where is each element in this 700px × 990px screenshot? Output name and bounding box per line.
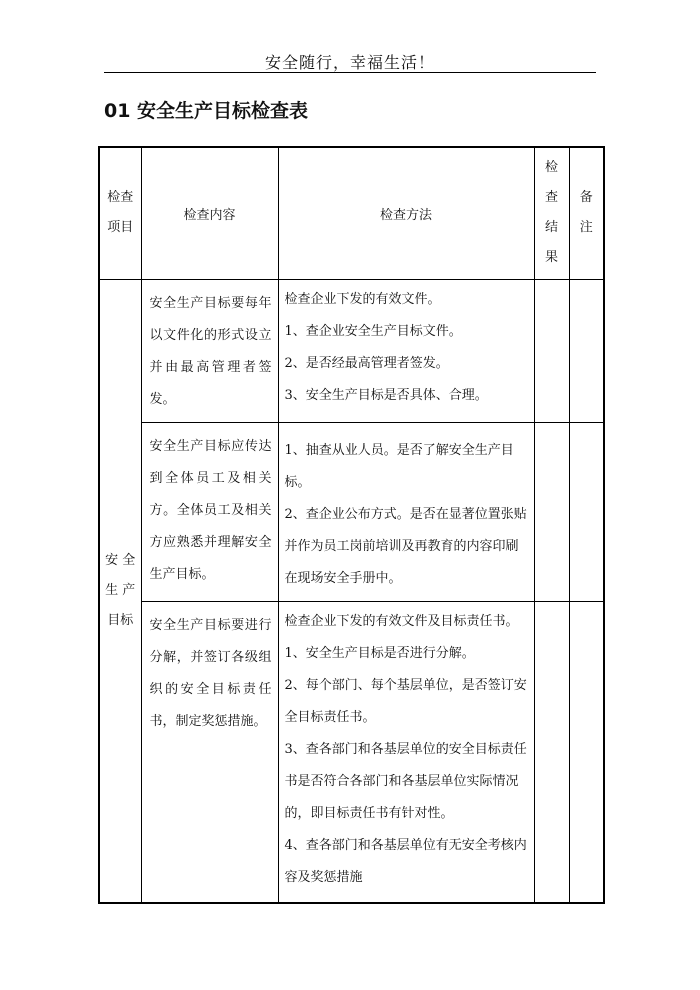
content-cell: 安全生产目标要每年以文件化的形式设立并由最高管理者签发。 xyxy=(141,279,278,422)
content-cell: 安全生产目标要进行分解，并签订各级组织的安全目标责任书，制定奖惩措施。 xyxy=(141,601,278,903)
category-line: 生 产 xyxy=(105,582,136,598)
table-row xyxy=(99,279,604,422)
header-item xyxy=(99,147,141,279)
method-line: 2、是否经最高管理者签发。 xyxy=(284,355,449,371)
method-cell xyxy=(278,601,534,903)
header-result xyxy=(534,147,569,279)
method-cell xyxy=(278,422,534,601)
header-result-line: 查 xyxy=(544,190,558,206)
method-line: 3、安全生产目标是否具体、合理。 xyxy=(284,387,488,403)
method-line: 检查企业下发的有效文件及目标责任书。 xyxy=(284,613,519,629)
method-line: 1、抽查从业人员。是否了解安全生产目标。 xyxy=(284,442,514,490)
table-row xyxy=(99,601,604,903)
note-cell[interactable] xyxy=(569,601,604,903)
method-line: 1、安全生产目标是否进行分解。 xyxy=(284,645,475,661)
table-header-row xyxy=(99,147,604,279)
inspection-table xyxy=(98,146,605,904)
result-cell[interactable] xyxy=(534,279,569,422)
category-line: 安 全 xyxy=(105,552,136,568)
table-row xyxy=(99,422,604,601)
header-result-line: 检 xyxy=(544,160,558,176)
page-title: 01 安全生产目标检查表 xyxy=(104,100,309,122)
category-cell xyxy=(99,279,141,903)
method-cell xyxy=(278,279,534,422)
header-item-line: 检查 xyxy=(107,190,134,206)
method-line: 3、查各部门和各基层单位的安全目标责任书是否符合各部门和各基层单位实际情况的，即目标责任书有针对性。 xyxy=(284,741,527,821)
category-line: 目标 xyxy=(107,612,134,628)
header-note-line: 备 xyxy=(579,190,593,206)
note-cell[interactable] xyxy=(569,279,604,422)
header-item-line: 项目 xyxy=(107,220,134,236)
result-cell[interactable] xyxy=(534,422,569,601)
header-note-line: 注 xyxy=(579,220,593,236)
header-method: 检查方法 xyxy=(278,147,534,279)
content-cell: 安全生产目标应传达到全体员工及相关方。全体员工及相关方应熟悉并理解安全生产目标。 xyxy=(141,422,278,601)
method-line: 2、查企业公布方式。是否在显著位置张贴并作为员工岗前培训及再教育的内容印刷在现场安全手册中。 xyxy=(284,506,527,586)
method-line: 4、查各部门和各基层单位有无安全考核内容及奖惩措施 xyxy=(284,837,527,885)
header-divider xyxy=(104,72,596,73)
method-line: 检查企业下发的有效文件。 xyxy=(284,291,441,307)
header-result-line: 果 xyxy=(544,250,558,266)
header-result-line: 结 xyxy=(544,220,558,236)
note-cell[interactable] xyxy=(569,422,604,601)
result-cell[interactable] xyxy=(534,601,569,903)
header-note xyxy=(569,147,604,279)
method-line: 1、查企业安全生产目标文件。 xyxy=(284,323,462,339)
header-slogan: 安全随行，幸福生活！ xyxy=(264,53,435,72)
method-line: 2、每个部门、每个基层单位，是否签订安全目标责任书。 xyxy=(284,677,527,725)
header-content: 检查内容 xyxy=(141,147,278,279)
